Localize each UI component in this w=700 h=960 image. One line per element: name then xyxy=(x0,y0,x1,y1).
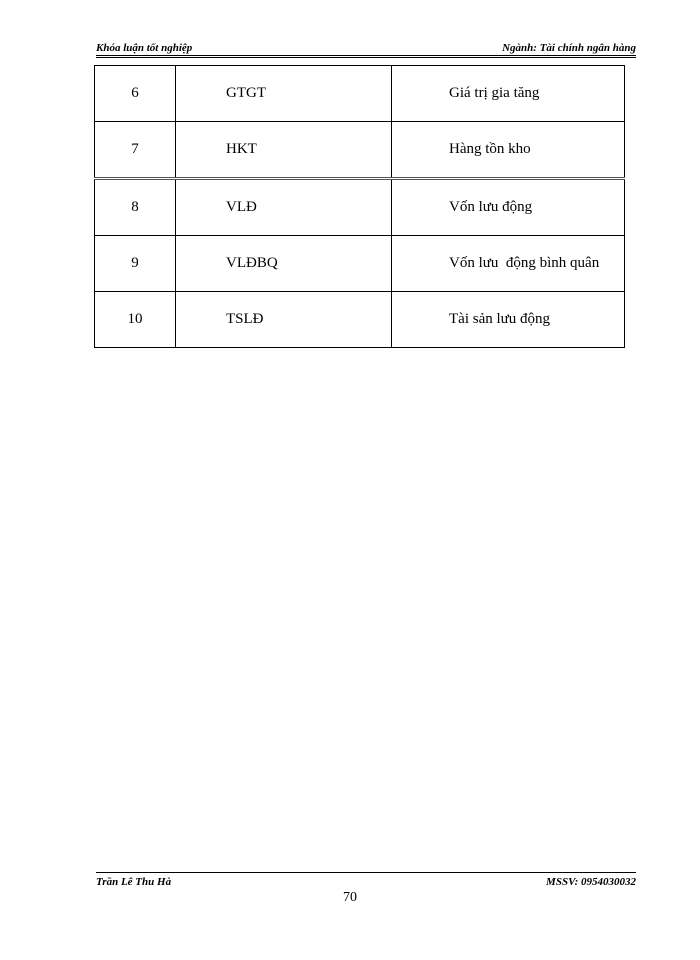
row-abbreviation: GTGT xyxy=(176,66,392,122)
page-number: 70 xyxy=(343,890,357,905)
row-meaning: Vốn lưu động xyxy=(392,179,625,236)
table-row xyxy=(95,236,625,292)
row-abbreviation: HKT xyxy=(176,122,392,179)
table-row xyxy=(95,292,625,348)
header-major-label: Ngành: Tài chính ngân hàng xyxy=(502,42,636,54)
footer-author: Trần Lê Thu Hà xyxy=(96,876,172,888)
table-row xyxy=(95,179,625,236)
footer-student-id: MSSV: 0954030032 xyxy=(546,876,636,888)
row-number: 8 xyxy=(95,179,176,236)
row-abbreviation: VLĐBQ xyxy=(176,236,392,292)
header-divider xyxy=(96,55,636,56)
row-meaning: Giá trị gia tăng xyxy=(392,66,625,122)
table-row xyxy=(95,66,625,122)
header-thesis-label: Khóa luận tốt nghiệp xyxy=(96,42,193,54)
row-number: 7 xyxy=(95,122,176,179)
row-number: 9 xyxy=(95,236,176,292)
footer-divider xyxy=(96,872,636,873)
row-number: 10 xyxy=(95,292,176,348)
table-row xyxy=(95,122,625,179)
row-number: 6 xyxy=(95,66,176,122)
page-header xyxy=(96,40,636,56)
row-meaning: Tài sản lưu động xyxy=(392,292,625,348)
header-divider-secondary xyxy=(96,57,636,58)
row-abbreviation: VLĐ xyxy=(176,179,392,236)
row-meaning: Hàng tồn kho xyxy=(392,122,625,179)
row-meaning: Vốn lưu động bình quân xyxy=(392,236,625,292)
abbreviation-table xyxy=(94,65,625,348)
row-abbreviation: TSLĐ xyxy=(176,292,392,348)
